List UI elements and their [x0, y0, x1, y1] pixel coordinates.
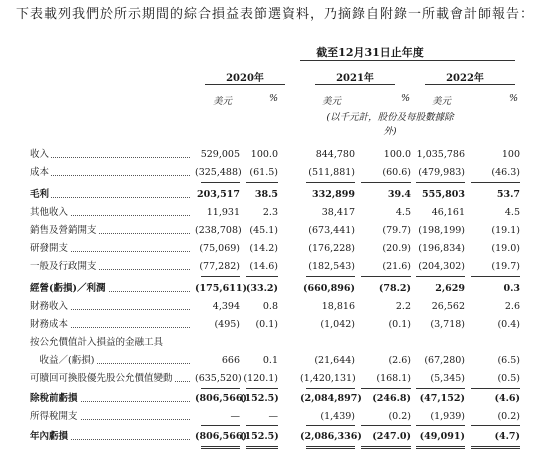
percent-2021: 39.4 [387, 189, 411, 200]
percent-2020: 2.3 [262, 207, 278, 218]
percent-2020: 0.8 [262, 301, 278, 312]
table-row [0, 334, 550, 352]
percent-header-2020: % [268, 93, 278, 104]
value-2021: (1,420,131) [300, 373, 356, 384]
percent-2022: 2.6 [504, 301, 520, 312]
value-2022: (47,152) [419, 393, 465, 404]
row-label [30, 390, 190, 408]
value-2021: 38,417 [321, 207, 355, 218]
percent-2022: (46.3) [491, 167, 520, 178]
value-2021: (511,881) [308, 167, 355, 178]
percent-2022: (6.5) [497, 355, 520, 366]
total-rule [201, 425, 240, 426]
row-label-text: 研發開支 [30, 243, 69, 254]
value-2020: 666 [221, 355, 240, 366]
percent-header-2022: % [508, 93, 518, 104]
row-label [30, 408, 190, 426]
row-label-text: 可贖回可換股優先股公允價值變動 [30, 373, 173, 384]
percent-2021: (21.6) [382, 261, 411, 272]
dot-leader [30, 175, 190, 176]
total-rule [306, 425, 355, 426]
year-header-2020: 2020年 [226, 73, 264, 84]
dot-leader [30, 157, 190, 158]
period-header: 截至12月31日止年度 [316, 46, 424, 59]
row-label-text: 其他收入 [30, 207, 69, 218]
percent-2020: 38.5 [254, 189, 278, 200]
total-rule [201, 182, 240, 183]
value-2020: (806,566) [195, 393, 247, 404]
table-row [0, 298, 550, 316]
value-2021: 332,899 [312, 189, 355, 200]
row-label [30, 280, 190, 298]
percent-2021: 100.0 [383, 149, 411, 160]
percent-2021: (60.6) [382, 167, 411, 178]
currency-header-2022: 美元 [432, 96, 452, 107]
row-label-text: 除稅前虧損 [30, 393, 78, 404]
value-2022: 2,629 [435, 283, 465, 294]
value-2021: (2,086,336) [300, 431, 362, 442]
total-rule [246, 388, 278, 389]
percent-2021: (79.7) [382, 225, 411, 236]
percent-2022: (0.4) [497, 319, 520, 330]
percent-2022: 53.7 [496, 189, 520, 200]
value-2020: (75,069) [199, 243, 240, 254]
percent-2021: (0.2) [388, 411, 411, 422]
percent-2020: (120.1) [243, 373, 278, 384]
row-label [30, 164, 190, 182]
percent-2022: (0.5) [497, 373, 520, 384]
value-2022: (196,834) [418, 243, 465, 254]
value-2021: (1,042) [320, 319, 355, 330]
table-row [0, 240, 550, 258]
table-row [0, 390, 550, 408]
total-rule [246, 182, 278, 183]
total-rule [246, 276, 278, 277]
intro-text: 下表載列我們於所示期間的綜合損益表節選資料，乃摘錄自附錄一所載會計師報告： [15, 7, 534, 22]
value-2020: (238,708) [195, 225, 242, 236]
value-2022: 26,562 [431, 301, 465, 312]
value-2022: (3,718) [430, 319, 465, 330]
row-label [30, 370, 190, 388]
percent-2020: 100.0 [250, 149, 278, 160]
row-label-text: 成本 [30, 167, 50, 178]
value-2022: (479,983) [418, 167, 465, 178]
row-label [30, 298, 190, 316]
row-label-text: 按公允價值計入損益的金融工具 [30, 337, 164, 348]
percent-2022: 4.5 [504, 207, 520, 218]
total-rule [201, 446, 240, 449]
total-rule [306, 388, 355, 389]
currency-header-2020: 美元 [213, 96, 233, 107]
total-rule [361, 182, 411, 183]
year-header-2022: 2022年 [446, 73, 484, 84]
row-label [30, 186, 190, 204]
percent-2022: (19.0) [491, 243, 520, 254]
percent-2020: (33.2) [245, 283, 278, 294]
table-row [0, 428, 550, 446]
percent-2022: 100 [501, 149, 520, 160]
total-rule [471, 276, 520, 277]
total-rule [306, 276, 355, 277]
value-2022: 1,035,786 [416, 149, 465, 160]
percent-2021: (246.8) [372, 393, 411, 404]
value-2021: (176,228) [308, 243, 355, 254]
total-rule [201, 388, 240, 389]
percent-2022: (4.6) [494, 393, 520, 404]
table-row [0, 280, 550, 298]
table-row [0, 204, 550, 222]
value-2022: 555,803 [422, 189, 465, 200]
year-rule-2021 [315, 84, 395, 85]
total-rule [416, 446, 465, 449]
table-row [0, 186, 550, 204]
value-2021: (1,439) [320, 411, 355, 422]
percent-2022: (0.2) [497, 411, 520, 422]
table-row [0, 146, 550, 164]
total-rule [416, 425, 465, 426]
total-rule [361, 276, 411, 277]
row-label [30, 204, 190, 222]
percent-2020: (45.1) [249, 225, 278, 236]
value-2021: (21,644) [314, 355, 355, 366]
value-2020: (806,566) [195, 431, 247, 442]
row-label-text: 毛利 [30, 189, 50, 200]
percent-2021: (247.0) [372, 431, 411, 442]
row-label [30, 316, 190, 334]
total-rule [471, 388, 520, 389]
row-label-text: 財務收入 [30, 301, 69, 312]
percent-2020: (14.6) [249, 261, 278, 272]
value-2020: 4,394 [212, 301, 240, 312]
table-row [0, 370, 550, 388]
total-rule [416, 388, 465, 389]
value-2020: (77,282) [199, 261, 240, 272]
row-label [30, 334, 190, 352]
row-label [30, 240, 190, 258]
row-label-text: 年內虧損 [30, 431, 69, 442]
value-2020: (495) [214, 319, 240, 330]
year-header-2021: 2021年 [336, 73, 374, 84]
total-rule [471, 425, 520, 426]
total-rule [361, 388, 411, 389]
value-2021: (660,896) [303, 283, 355, 294]
percent-2021: (2.6) [388, 355, 411, 366]
total-rule [471, 446, 520, 449]
row-label [30, 352, 190, 370]
table-row [0, 316, 550, 334]
year-rule-2020 [205, 84, 285, 85]
table-row [0, 222, 550, 240]
value-2020: 529,005 [200, 149, 240, 160]
percent-2021: (0.1) [388, 319, 411, 330]
value-2022: (204,302) [418, 261, 465, 272]
period-rule [300, 60, 515, 61]
percent-2020: (14.2) [249, 243, 278, 254]
percent-2020: (61.5) [249, 167, 278, 178]
value-2020: (635,520) [195, 373, 242, 384]
total-rule [361, 446, 411, 449]
value-2020: (325,488) [195, 167, 242, 178]
total-rule [306, 446, 355, 449]
value-2020: (175,611) [195, 283, 247, 294]
row-label-text: 一般及行政開支 [30, 261, 97, 272]
value-2022: (5,345) [430, 373, 465, 384]
total-rule [471, 182, 520, 183]
value-2021: 18,816 [321, 301, 355, 312]
percent-2020: 0.1 [262, 355, 278, 366]
year-rule-2022 [425, 84, 515, 85]
total-rule [416, 276, 465, 277]
table-row [0, 258, 550, 276]
total-rule [201, 276, 240, 277]
percent-2021: 4.5 [395, 207, 411, 218]
percent-2021: 2.2 [395, 301, 411, 312]
value-2020: 11,931 [206, 207, 240, 218]
row-label-text: 財務成本 [30, 319, 69, 330]
value-2021: 844,780 [315, 149, 355, 160]
total-rule [306, 182, 355, 183]
table-row [0, 352, 550, 370]
row-label-text: 經營(虧損)／利潤 [30, 283, 106, 294]
percent-2021: (20.9) [382, 243, 411, 254]
percent-2022: (19.7) [491, 261, 520, 272]
row-label-text: 收益／(虧損) [30, 355, 95, 366]
value-2021: (2,084,897) [300, 393, 362, 404]
value-2022: (1,939) [430, 411, 465, 422]
percent-2022: (19.1) [491, 225, 520, 236]
total-rule [416, 182, 465, 183]
row-label [30, 146, 190, 164]
value-2021: (182,543) [308, 261, 355, 272]
percent-2020: (152.5) [240, 431, 279, 442]
row-label [30, 428, 190, 446]
percent-2022: (4.7) [494, 431, 520, 442]
total-rule [246, 425, 278, 426]
unit-note: (以千元計，股份及每股數據除外) [326, 112, 454, 137]
percent-header-2021: % [400, 93, 410, 104]
value-2021: (673,441) [308, 225, 355, 236]
percent-2021: (168.1) [376, 373, 411, 384]
row-label [30, 222, 190, 240]
value-2022: 46,161 [431, 207, 465, 218]
dot-leader [30, 197, 190, 198]
percent-2020: (0.1) [255, 319, 278, 330]
percent-2020: — [268, 411, 278, 422]
percent-2020: (152.5) [240, 393, 279, 404]
total-rule [246, 446, 278, 449]
value-2022: (67,280) [424, 355, 465, 366]
total-rule [361, 425, 411, 426]
percent-2021: (78.2) [378, 283, 411, 294]
value-2020: — [230, 411, 240, 422]
value-2020: 203,517 [197, 189, 240, 200]
percent-2022: 0.3 [503, 283, 520, 294]
row-label-text: 所得稅開支 [30, 411, 78, 422]
currency-header-2021: 美元 [322, 96, 342, 107]
row-label [30, 258, 190, 276]
row-label-text: 收入 [30, 149, 50, 160]
table-row [0, 408, 550, 426]
value-2022: (49,091) [419, 431, 465, 442]
value-2022: (198,199) [418, 225, 465, 236]
row-label-text: 銷售及營銷開支 [30, 225, 97, 236]
table-row [0, 164, 550, 182]
